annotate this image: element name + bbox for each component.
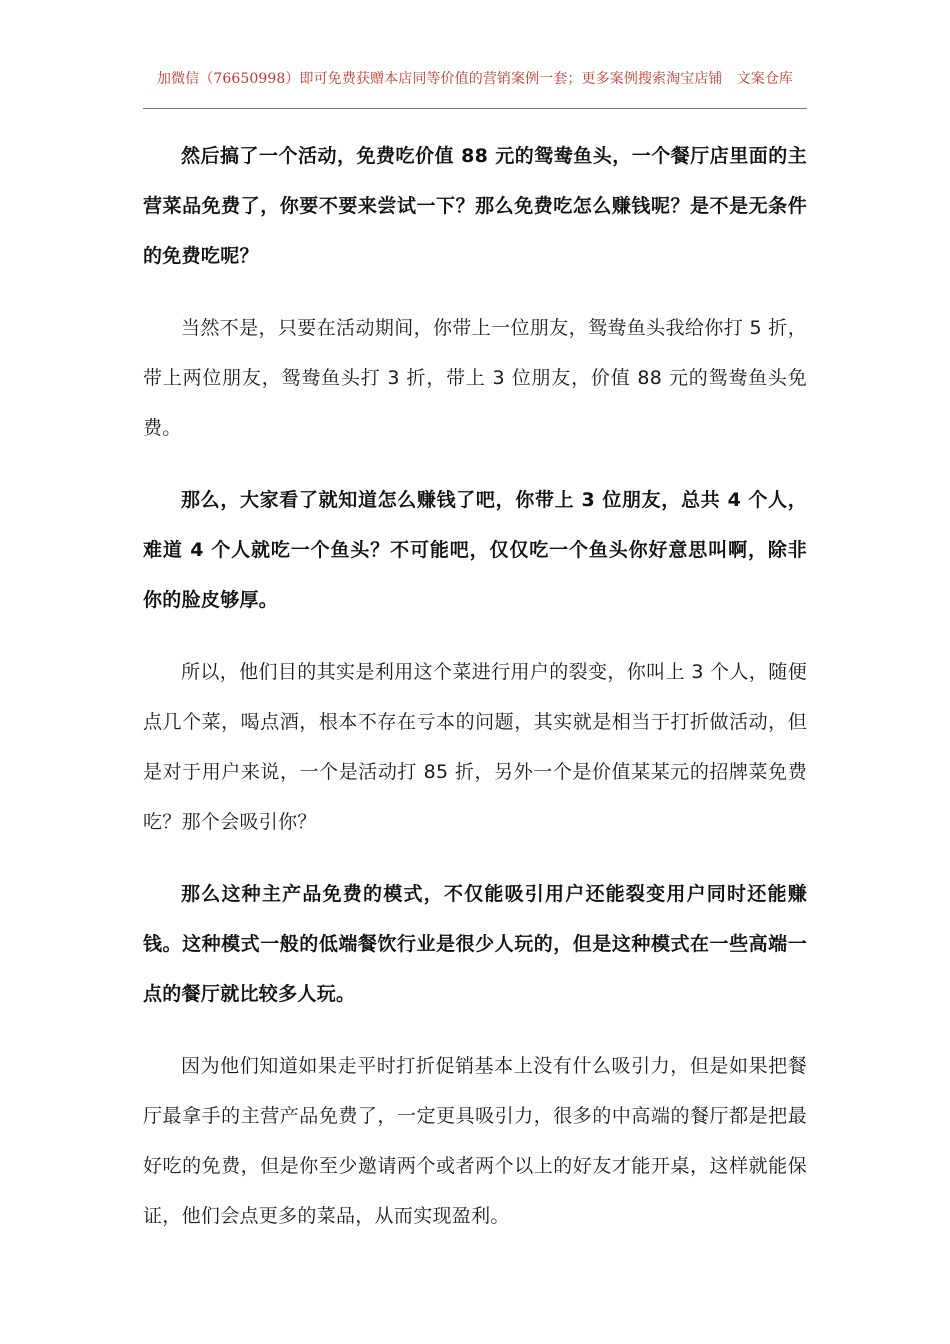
- paragraph-4: 所以，他们目的其实是利用这个菜进行用户的裂变，你叫上 3 个人，随便点几个菜，喝点酒，根本不存在亏本的问题，其实就是相当于打折做活动，但是对于用户来说，一个是活动打 85 折，另外一个是价值某某元的招牌菜免费吃？那个会吸引你？: [143, 661, 807, 833]
- paragraph-1: 然后搞了一个活动，免费吃价值 88 元的鸳鸯鱼头，一个餐厅店里面的主营菜品免费了，你要不要来尝试一下？那么免费吃怎么赚钱呢？是不是无条件的免费吃呢？: [143, 145, 807, 267]
- header-divider: [143, 108, 807, 109]
- page-header: 加微信（76650998）即可免费获赠本店同等价值的营销案例一套；更多案例搜索淘宝店铺 文案仓库: [156, 71, 794, 87]
- paragraph-3: 那么，大家看了就知道怎么赚钱了吧，你带上 3 位朋友，总共 4 个人，难道 4 个人就吃一个鱼头？不可能吧，仅仅吃一个鱼头你好意思叫啊，除非你的脸皮够厚。: [143, 489, 807, 611]
- document-body: [143, 131, 807, 1263]
- paragraph-6: 因为他们知道如果走平时打折促销基本上没有什么吸引力，但是如果把餐厅最拿手的主营产品免费了，一定更具吸引力，很多的中高端的餐厅都是把最好吃的免费，但是你至少邀请两个或者两个以上的好友才能开桌，这样就能保证，他们会点更多的菜品，从而实现盈利。: [143, 1055, 807, 1227]
- paragraph-2: 当然不是，只要在活动期间，你带上一位朋友，鸳鸯鱼头我给你打 5 折，带上两位朋友，鸳鸯鱼头打 3 折，带上 3 位朋友，价值 88 元的鸳鸯鱼头免费。: [143, 317, 807, 439]
- paragraph-5: 那么这种主产品免费的模式，不仅能吸引用户还能裂变用户同时还能赚钱。这种模式一般的低端餐饮行业是很少人玩的，但是这种模式在一些高端一点的餐厅就比较多人玩。: [143, 883, 807, 1005]
